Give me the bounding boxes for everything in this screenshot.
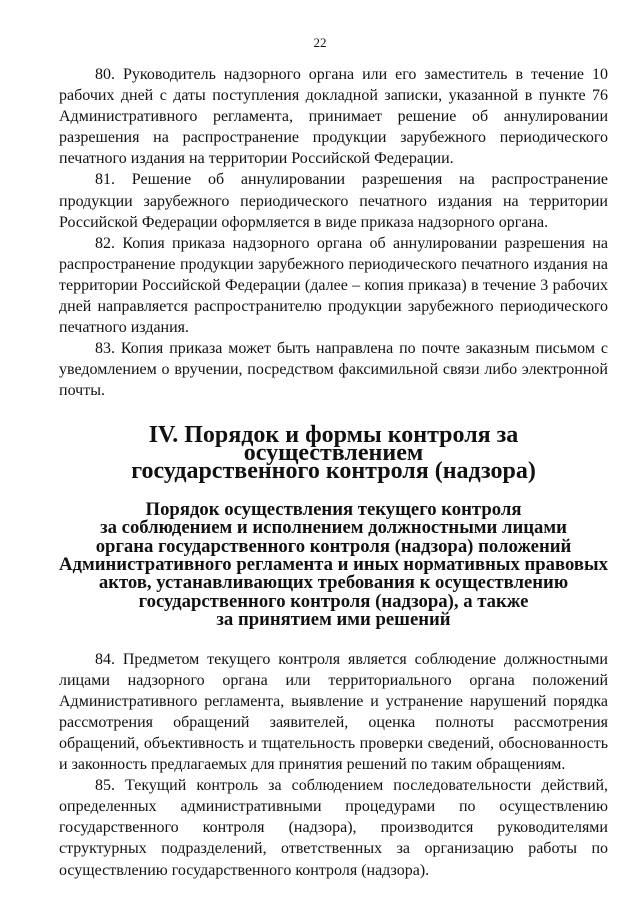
paragraph-82: 82. Копия приказа надзорного органа об аннулировании разрешения на распространение продукции зарубежного периодического печатного издания на территории Российской Федерации (далее – копия приказа) в течение 3 рабочих дней направляется распространителю продукции зарубежного периодического печатного издания. — [59, 234, 608, 337]
paragraph-83: 83. Копия приказа может быть направлена по почте заказным письмом с уведомлением о вручении, посредством факсимильной связи либо электронной почты. — [59, 340, 608, 400]
paragraph-84: 84. Предметом текущего контроля является соблюдение должностными лицами надзорного органа или территориального органа положений Административного регламента, выявление и устранение нарушений порядка рассмотрения обращений заявителей, оценка полноты рассмотрения обращений, объективность и тщательность проверки сведений, обоснованность и законность предлагаемых для принятия решений по таким обращениям. — [59, 650, 608, 774]
document-body — [59, 64, 608, 881]
page-number: 22 — [313, 35, 327, 50]
paragraph-81: 81. Решение об аннулировании разрешения на распространение продукции зарубежного периодического печатного издания на территории Российской Федерации оформляется в виде приказа надзорного органа. — [59, 171, 608, 231]
subsection-heading-line: органа государственного контроля (надзора) положений — [95, 535, 572, 557]
section-heading-line: государственного контроля (надзора) — [131, 458, 536, 485]
paragraph-85: 85. Текущий контроль за соблюдением последовательности действий, определенных административными процедурами по осуществлению государственного контроля (надзора), производится руководителями структурных подразделений, ответственных за организацию работы по осуществлению государственного контроля (надзора). — [59, 777, 608, 879]
subsection-heading — [59, 498, 608, 631]
section-heading — [59, 421, 608, 485]
subsection-heading-line: актов, устанавливающих требования к осуществлению — [98, 572, 569, 594]
paragraph-80: 80. Руководитель надзорного органа или его заместитель в течение 10 рабочих дней с даты поступления докладной записки, указанной в пункте 76 Административного регламента, принимает решение об аннулировании разрешения на распространение продукции зарубежного периодического печатного издания на территории Российской Федерации. — [59, 66, 608, 168]
subsection-heading-line: за соблюдением и исполнением должностными лицами — [100, 517, 567, 539]
subsection-heading-line: Порядок осуществления текущего контроля — [145, 498, 522, 520]
section-heading-line: IV. Порядок и формы контроля за осуществлением — [148, 421, 519, 466]
subsection-heading-line: государственного контроля (надзора), а также — [138, 590, 529, 612]
subsection-heading-line: Административного регламента и иных нормативных правовых — [59, 553, 608, 575]
subsection-heading-line: за принятием ими решений — [216, 609, 451, 631]
